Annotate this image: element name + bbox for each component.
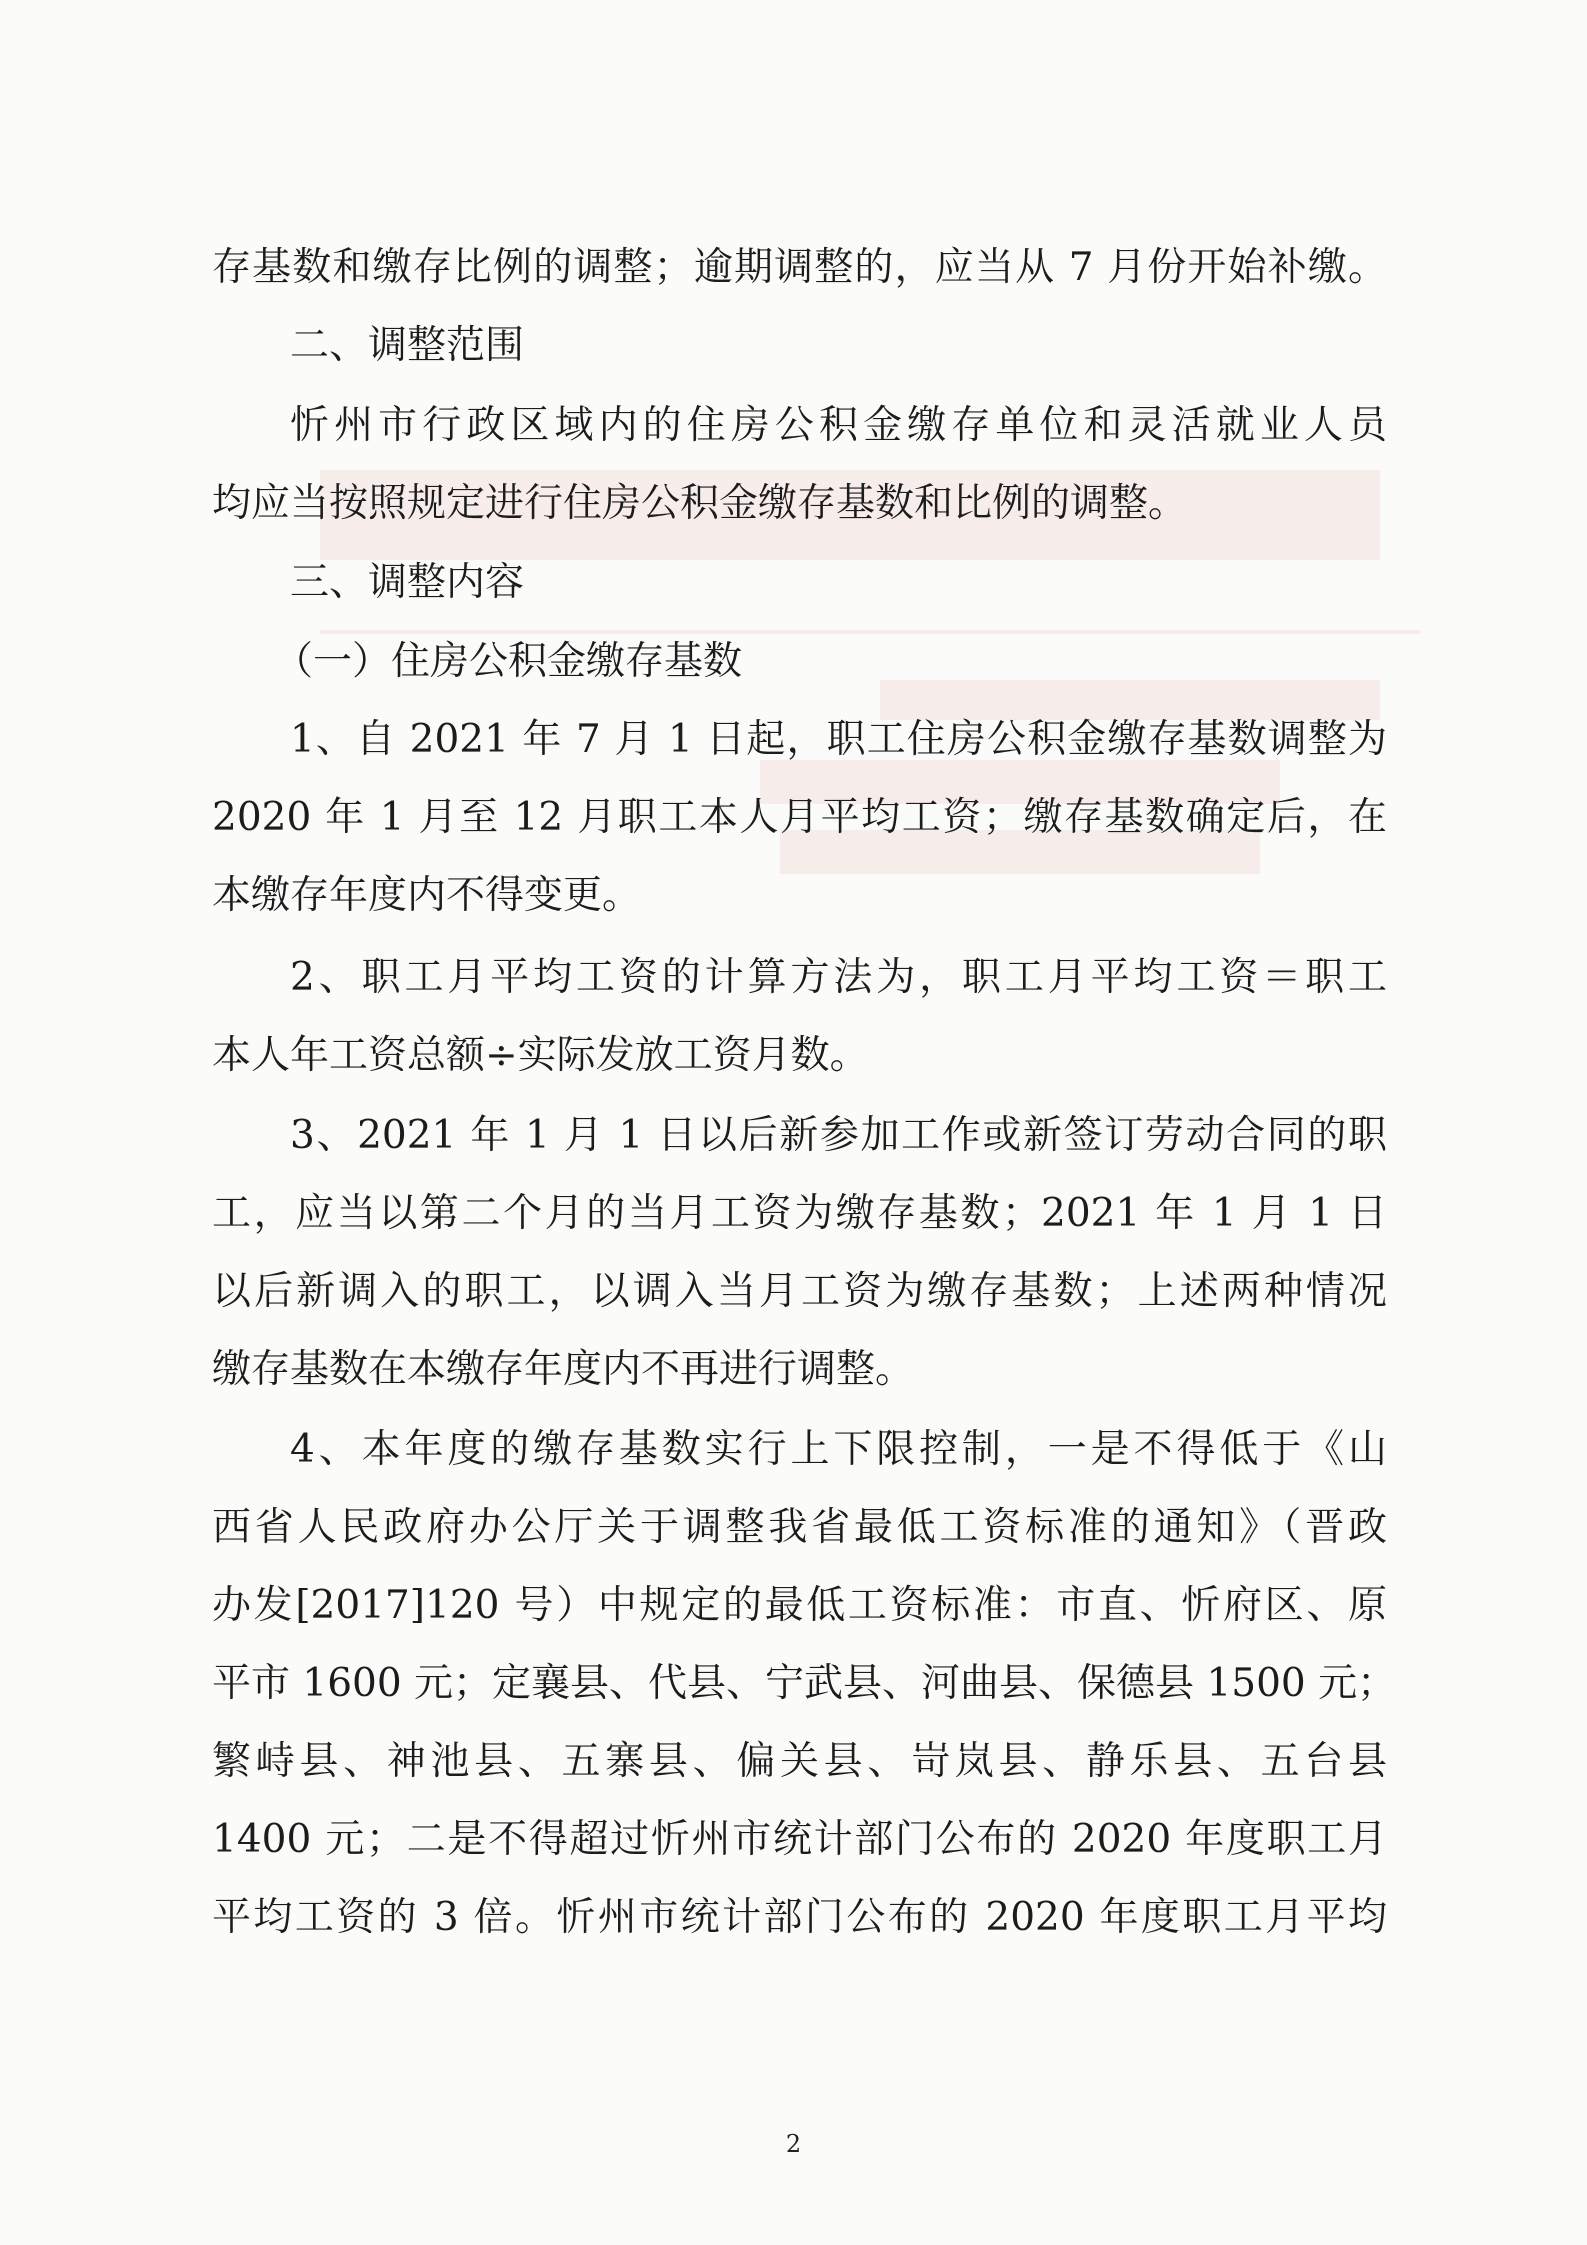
- subsection-heading: （一）住房公积金缴存基数: [274, 639, 743, 684]
- text-line: 平市 1600 元；定襄县、代县、宁武县、河曲县、保德县 1500 元；: [212, 1661, 1397, 1706]
- text-line: 缴存基数在本缴存年度内不再进行调整。: [212, 1347, 915, 1392]
- text-line: 办发[2017]120 号）中规定的最低工资标准：市直、忻府区、原: [212, 1583, 1387, 1628]
- text-line: 工，应当以第二个月的当月工资为缴存基数；2021 年 1 月 1 日: [212, 1191, 1387, 1236]
- text-line: 本人年工资总额÷实际发放工资月数。: [212, 1033, 869, 1078]
- text-line: 2020 年 1 月至 12 月职工本人月平均工资；缴存基数确定后，在: [212, 795, 1387, 840]
- page-number: 2: [785, 2130, 802, 2158]
- text-line: 4、本年度的缴存基数实行上下限控制，一是不得低于《山: [290, 1427, 1387, 1472]
- text-line: 本缴存年度内不得变更。: [212, 873, 642, 918]
- text-line: 西省人民政府办公厅关于调整我省最低工资标准的通知》（晋政: [212, 1505, 1387, 1550]
- text-line: 忻州市行政区域内的住房公积金缴存单位和灵活就业人员: [290, 403, 1387, 448]
- text-line: 繁峙县、神池县、五寨县、偏关县、岢岚县、静乐县、五台县: [212, 1739, 1387, 1784]
- text-line: 以后新调入的职工，以调入当月工资为缴存基数；上述两种情况: [212, 1269, 1387, 1314]
- text-line: 均应当按照规定进行住房公积金缴存基数和比例的调整。: [212, 481, 1188, 526]
- section-heading: 二、调整范围: [290, 323, 525, 368]
- text-line: 1、自 2021 年 7 月 1 日起，职工住房公积金缴存基数调整为: [290, 717, 1387, 762]
- section-heading: 三、调整内容: [290, 560, 525, 605]
- text-line: 1400 元；二是不得超过忻州市统计部门公布的 2020 年度职工月: [212, 1817, 1387, 1862]
- text-line: 3、2021 年 1 月 1 日以后新参加工作或新签订劳动合同的职: [290, 1113, 1387, 1158]
- text-line: 平均工资的 3 倍。忻州市统计部门公布的 2020 年度职工月平均: [212, 1895, 1387, 1940]
- text-line: 2、职工月平均工资的计算方法为，职工月平均工资＝职工: [290, 955, 1387, 1000]
- text-line: 存基数和缴存比例的调整；逾期调整的，应当从 7 月份开始补缴。: [212, 245, 1387, 290]
